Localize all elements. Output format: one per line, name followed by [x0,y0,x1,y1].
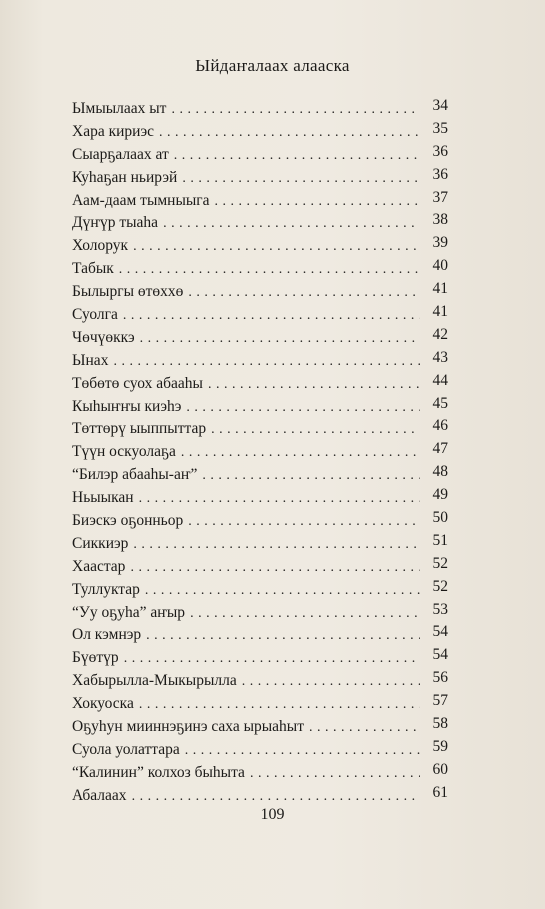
dot-leader [113,351,420,374]
toc-entry-page: 59 [432,737,448,755]
dot-leader [242,671,420,694]
toc-entry-page: 34 [432,97,448,114]
toc-entry-page: 61 [432,783,448,801]
toc-entry [72,510,448,533]
section-title: Ыйдаҥалаах алааска [195,56,350,75]
dot-leader [188,511,420,534]
toc-entry [72,212,448,235]
toc-entry [72,281,448,304]
dot-leader [250,763,420,786]
toc-entry-title: Түүн оскуолаҕа [72,443,176,461]
toc-entry-title: Ынах [72,351,109,369]
dot-leader [185,740,420,763]
toc-entry-title: “Уу оҕуһа” аҥыр [72,603,186,621]
dot-leader [309,717,420,740]
toc-entry-title: Суола уолаттара [72,740,180,758]
toc-entry-page: 52 [432,554,448,572]
toc-entry-page: 56 [432,669,448,687]
toc-entry [72,144,448,167]
toc-entry-page: 41 [432,303,448,321]
toc-entry-page: 50 [432,509,448,527]
toc-entry-page: 43 [432,348,448,366]
toc-entry-page: 54 [432,623,448,641]
dot-leader [139,488,420,511]
dot-leader [181,442,420,465]
toc-entry-title: Төбөтө суох абааһы [72,374,203,392]
toc-entry-title: Чөчүөккэ [72,328,135,346]
toc-entry-page: 52 [432,577,448,595]
toc-entry-page: 45 [432,394,448,412]
dot-leader [140,328,420,351]
dot-leader [130,557,420,580]
dot-leader [124,648,420,671]
toc-entry-title: Аам-даам тымныыга [72,191,210,209]
toc-entry-title: Хабырылла-Мыкырылла [72,672,237,690]
toc-entry-page: 58 [432,715,448,733]
dot-leader [202,465,420,488]
toc-entry-page: 48 [432,463,448,481]
toc-entry-title: “Билэр абааһы-аҥ” [72,466,198,484]
toc-entry-title: Абалаах [72,786,127,804]
toc-entry-title: Сиккиэр [72,534,129,552]
dot-leader [146,625,420,648]
toc-entry-page: 57 [432,692,448,710]
toc-entry-title: Туллуктар [72,580,140,598]
toc-entry-page: 40 [432,257,448,275]
dot-leader [208,374,420,397]
dot-leader [182,168,420,191]
toc-entry-page: 51 [432,531,448,549]
toc-entry [72,693,448,716]
toc-entry [72,441,448,464]
toc-entry-title: Ол кэмнэр [72,626,142,644]
toc-entry-page: 42 [432,325,448,343]
toc-entry [72,235,448,258]
toc-entry [72,624,448,647]
dot-leader [123,305,420,328]
toc-entry [72,121,448,144]
dot-leader [145,580,420,603]
toc-entry-page: 41 [432,280,448,298]
dot-leader [133,534,420,557]
dot-leader [133,236,420,259]
toc-entry [72,98,448,121]
toc-entry [72,602,448,625]
toc-entry-page: 54 [432,646,448,664]
toc-entry-title: Биэскэ оҕонньор [72,512,184,530]
toc-entry-page: 36 [432,165,448,183]
toc-entry-title: Табык [72,260,114,278]
toc-entry [72,785,448,808]
page-number: 109 [260,806,285,823]
toc-entry-title: Холорук [72,237,129,255]
toc-entry-page: 39 [432,234,448,252]
dot-leader [186,397,420,420]
dot-leader [159,122,420,145]
toc-entry-title: Хара кириэс [72,122,154,140]
toc-entry-page: 60 [432,760,448,778]
toc-entry [72,167,448,190]
toc-entry-title: “Калинин” колхоз быһыта [72,763,245,781]
dot-leader [163,213,420,236]
dot-leader [215,191,420,214]
toc-entry-title: Ньыыкан [72,489,134,507]
toc-entry [72,396,448,419]
toc-entry-title: Бүөтүр [72,649,119,667]
toc-entry [72,533,448,556]
toc-entry-title: Куһаҕан ньирэй [72,168,178,186]
toc-entry-page: 44 [432,371,448,389]
toc-entry-page: 53 [432,600,448,618]
toc-entry [72,670,448,693]
toc-entry-page: 35 [432,119,448,137]
toc-entry [72,327,448,350]
dot-leader [174,145,420,168]
toc-entry [72,556,448,579]
toc-entry [72,579,448,602]
toc-entry [72,716,448,739]
toc-entry-title: Хаастар [72,557,126,575]
toc-entry-title: Кыһыҥҥы киэһэ [72,397,182,415]
toc-entry [72,304,448,327]
table-of-contents [72,98,448,808]
toc-entry [72,373,448,396]
toc-entry [72,487,448,510]
toc-entry-title: Сыарҕалаах ат [72,145,169,163]
toc-entry-title: Суолга [72,306,118,324]
toc-entry [72,464,448,487]
toc-entry-page: 37 [432,188,448,206]
toc-entry-page: 36 [432,142,448,160]
dot-leader [171,99,420,122]
toc-entry-title: Ымыылаах ыт [72,100,167,117]
dot-leader [211,419,420,442]
toc-entry [72,647,448,670]
toc-entry-title: Хокуоска [72,695,134,713]
toc-entry [72,418,448,441]
toc-entry-page: 49 [432,486,448,504]
toc-entry-title: Төттөрү ыыппыттар [72,420,207,438]
toc-entry [72,258,448,281]
toc-entry [72,739,448,762]
toc-entry-page: 38 [432,211,448,229]
dot-leader [190,603,420,626]
toc-entry-title: Оҕуһун мииннэҕинэ саха ырыаһыт [72,718,304,736]
dot-leader [119,259,420,282]
toc-entry-page: 47 [432,440,448,458]
toc-entry [72,350,448,373]
toc-entry [72,762,448,785]
toc-entry [72,190,448,213]
toc-entry-page: 46 [432,417,448,435]
dot-leader [188,282,420,305]
toc-entry-title: Дүҥүр тыаһа [72,214,159,232]
toc-entry-title: Былыргы өтөххө [72,283,184,301]
dot-leader [139,694,420,717]
